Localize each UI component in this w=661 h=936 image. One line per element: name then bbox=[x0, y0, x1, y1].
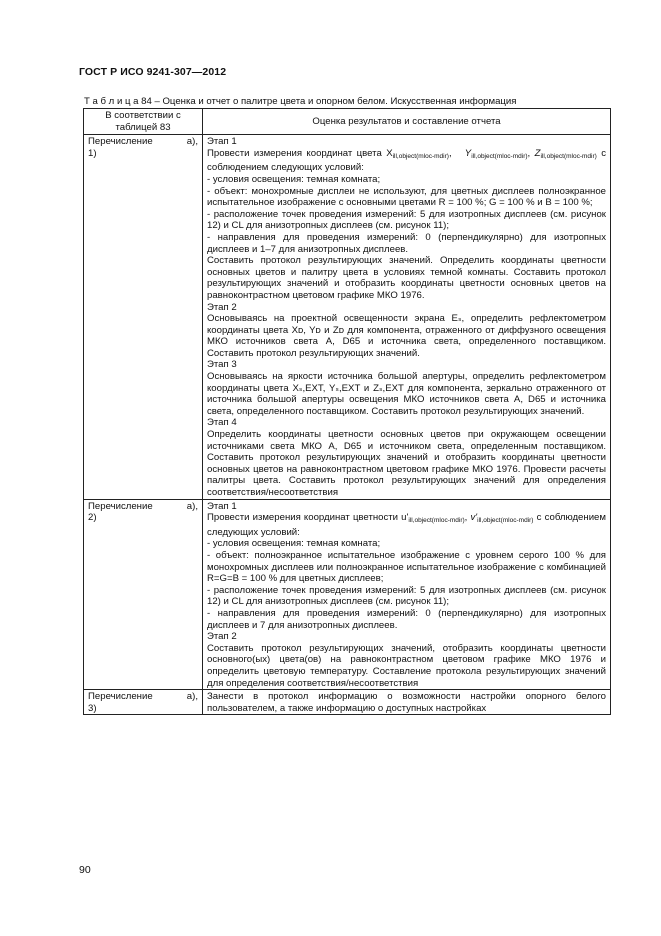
row3-content-cell bbox=[203, 690, 611, 715]
page-number: 90 bbox=[79, 864, 91, 876]
row1-stage2-title: Этап 2 bbox=[207, 301, 237, 313]
row1-stage1-cond3: - расположение точек проведения измерений: 5 для изотропных дисплеев (см. рисунок 12) и CL для анизотропных дисплеев (см. рисунок 11); bbox=[207, 208, 606, 232]
row2-stage1-title: Этап 1 bbox=[207, 500, 237, 512]
row1-stage1-intro: Провести измерения координат цвета $X_{ill,object(mloc-mdir)}$, $Y_{ill,object(mloc-mdir)}$, $Z_{ill,object(mloc-mdir)}$ с соблюдением следующих условий: bbox=[207, 147, 606, 174]
row2-stage1-cond1: - условия освещения: темная комната; bbox=[207, 538, 381, 550]
row2-stage1-cond3: - расположение точек проведения измерений: 5 для изотропных дисплеев (см. рисунок 12) и CL для анизотропных дисплеев (см. рисунок 11); bbox=[207, 584, 606, 608]
row1-label-cell bbox=[84, 135, 203, 499]
row2-stage2-title: Этап 2 bbox=[207, 631, 237, 643]
row2-stage1-cond4: - направления для проведения измерений: 0 (перпендикулярно) для изотропных дисплеев и 7 для анизотропных дисплеев. bbox=[207, 607, 606, 631]
row2-label-cell bbox=[84, 499, 203, 690]
table-row bbox=[84, 135, 611, 499]
row1-content-cell bbox=[203, 135, 611, 499]
row1-stage1-cond2: - объект: монохромные дисплеи не используют, для цветных дисплеев полноэкранное испытательное изображение с основными цветами R = 100 %; G = 100 % и B = 100 %; bbox=[207, 185, 606, 209]
row2-label-c: 2) bbox=[88, 512, 97, 524]
row1-stage1-cond4: - направления для проведения измерений: 0 (перпендикулярно) для изотропных дисплеев и 1–7 для анизотропных дисплеев. bbox=[207, 231, 606, 255]
table-row bbox=[84, 690, 611, 715]
row2-label-b: а), bbox=[186, 500, 198, 512]
row3-label-cell bbox=[84, 690, 203, 715]
row3-label-a: Перечисление bbox=[88, 691, 153, 703]
row1-stage3-text: Основываясь на яркости источника большой апертуры, определить рефлектометром координаты цвета Xₛ,EXT, Yₛ,EXT и Zₛ,EXT для компонента, зеркально отраженного от источника большой апертуры освещения МКО источников света А, D65 и источника света, определенного поставщиком. Составить протокол результирующих значений. bbox=[207, 371, 606, 417]
row3-label-b: а), bbox=[186, 691, 198, 703]
row2-stage2-text: Составить протокол результирующих значений, отобразить координаты цветности основного(ых) цвета(ов) на равноконтрастном цветовом графике МКО 1976 и определить цветовую температуру. Составление протокола результирующих значений для определения соответствия/несоответствия bbox=[207, 642, 606, 689]
row1-stage3-title: Этап 3 bbox=[207, 359, 237, 371]
row2-stage1-cond2: - объект: полноэкранное испытательное изображение с уровнем серого 100 % для монохромных дисплеев или полноэкранное испытательное изображение с комбинацией R=G=B = 100 % для цветных дисплеев; bbox=[207, 549, 606, 585]
row1-label-c: 1) bbox=[88, 147, 97, 159]
table-caption: Т а б л и ц а 84 – Оценка и отчет о палитре цвета и опорном белом. Искусственная информация bbox=[84, 96, 517, 107]
row1-stage1-title: Этап 1 bbox=[207, 136, 237, 148]
table-row bbox=[84, 499, 611, 690]
col1-header: В соответствии с таблицей 83 bbox=[84, 109, 203, 135]
row2-content-cell bbox=[203, 499, 611, 690]
row1-label-b: а), bbox=[186, 136, 198, 148]
table-header-row bbox=[84, 109, 611, 135]
row1-label-a: Перечисление bbox=[88, 136, 153, 148]
row1-stage2-text: Основываясь на проектной освещенности экрана Eₛ, определить рефлектометром координаты цвета Xᴅ, Yᴅ и Zᴅ для компонента, отраженного от диффузного освещения МКО источников света А, D65 и источника света, определенного поставщиком. Составить протокол результирующих значений. bbox=[207, 313, 606, 359]
row1-stage4-text: Определить координаты цветности основных цветов при окружающем освещении источниками света МКО А, D65 и источником света, определенным поставщиком. Составить протокол результирующих значений и отобразить координаты цветности основных цветов на равноконтрастном цветовом графике МКО 1976. Провести расчеты палитры цвета. Составить протокол результирующих значений для определения соответствия/несоответствия bbox=[207, 429, 606, 498]
standard-header: ГОСТ Р ИСО 9241-307—2012 bbox=[79, 66, 227, 78]
row3-label-c: 3) bbox=[88, 702, 97, 714]
evaluation-table bbox=[83, 108, 611, 715]
row2-stage1-intro: Провести измерения координат цветности $u'_{ill,object(mloc-mdir)}$, $v'_{ill,object(mloc-mdir)}$ с соблюдением следующих условий: bbox=[207, 512, 606, 538]
row1-stage1-cond1: - условия освещения: темная комната; bbox=[207, 173, 381, 185]
row2-label-a: Перечисление bbox=[88, 500, 153, 512]
row1-stage4-title: Этап 4 bbox=[207, 417, 237, 429]
row1-stage1-protocol: Составить протокол результирующих значений. Определить координаты цветности основных цветов и палитру цвета в условиях темной комнаты. Составить протокол результирующих значений и отобразить координаты цветности основных цветов на равноконтрастном цветовом графике МКО 1976. bbox=[207, 255, 606, 301]
row3-text: Занести в протокол информацию о возможности настройки опорного белого пользователем, а также информацию о доступных настройках bbox=[207, 691, 606, 714]
col2-header: Оценка результатов и составление отчета bbox=[203, 109, 611, 135]
